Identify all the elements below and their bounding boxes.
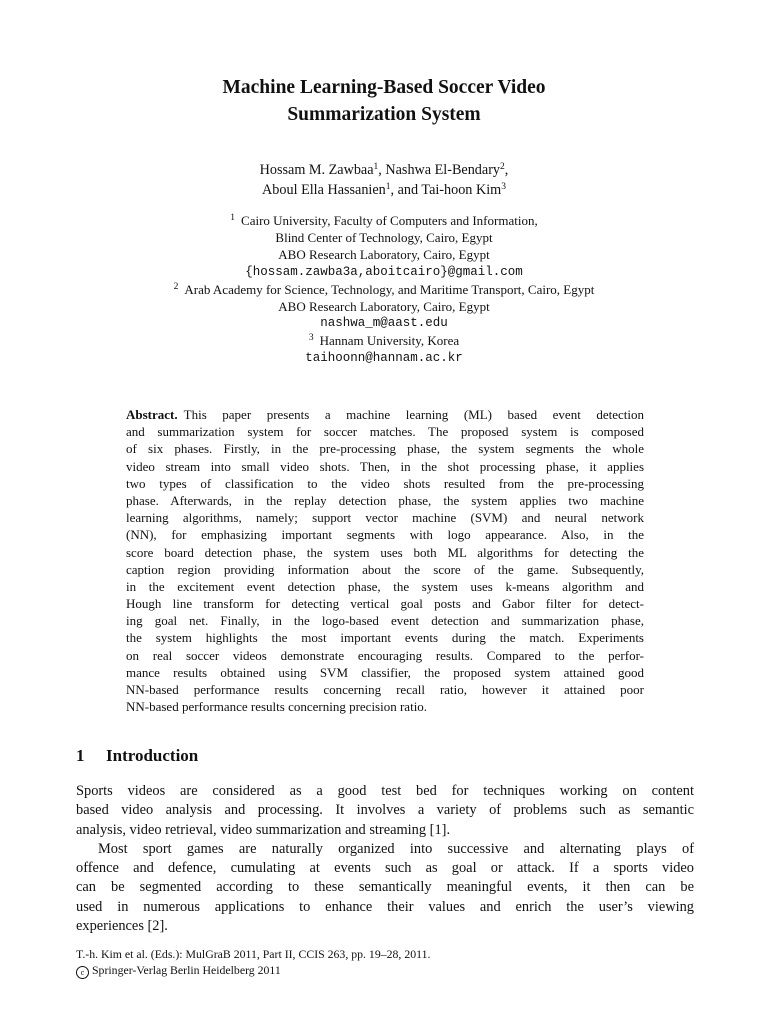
body-line: experiences [2]. (76, 918, 168, 935)
title-line-2: Summarization System (287, 104, 481, 125)
abstract-line: (NN), for emphasizing important segments with logo appearance. Also, in the (126, 527, 644, 543)
section-body (76, 782, 694, 936)
affiliation-1 (84, 212, 684, 229)
abstract-line: ing goal net. Finally, in the logo-based event detection and summarization phase, (126, 613, 644, 629)
affiliation-mark: 2 (173, 281, 179, 292)
abstract-line: in the excitement event detection phase, the system uses k-means algorithm and (126, 578, 644, 594)
body-line: used in numerous applications to enhance their values and enrich the user’s viewing (76, 898, 694, 915)
affiliation-3 (84, 332, 684, 349)
author-line-2 (84, 180, 684, 200)
abstract-line: mance results obtained using SVM classifier, the proposed system attained good (126, 664, 644, 680)
abstract-line: two types of classification to the video shots resulted from the pre-processing (126, 475, 644, 491)
author-affil-mark: 3 (501, 182, 506, 192)
body-line: offence and defence, cumulating at events such as goal or attack. If a sports video (76, 860, 694, 877)
section-title: Introduction (106, 746, 199, 765)
abstract-label: Abstract. (126, 407, 178, 422)
page-footer (76, 947, 430, 979)
affiliation-text: Hannam University, Korea (319, 333, 460, 349)
author-affil-mark: 2 (500, 162, 505, 172)
abstract-text: This paper presents a machine learning (ML) based event detection (183, 407, 644, 422)
author-affil-mark: 1 (373, 162, 379, 172)
author-separator: , (504, 162, 509, 178)
author-name: Aboul Ella Hassanien (262, 182, 386, 198)
author-separator: , (378, 162, 386, 178)
abstract-line (126, 406, 644, 423)
abstract-line: video stream into small video shots. Then, in the shot processing phase, it applies (126, 458, 644, 474)
abstract-line: learning algorithms, namely; support vector machine (SVM) and neural network (126, 510, 644, 526)
abstract-line: phase. Afterwards, in the replay detection phase, the system applies two machine (126, 492, 644, 508)
affiliation-text: ABO Research Laboratory, Cairo, Egypt (278, 299, 490, 315)
abstract-line: on real soccer videos demonstrate encouraging results. Compared to the perfor- (126, 647, 644, 663)
body-line: Most sport games are naturally organized into successive and alternating plays of (98, 840, 694, 857)
body-line: analysis, video retrieval, video summarization and streaming [1]. (76, 821, 451, 838)
copyright-line (76, 963, 430, 979)
abstract-line: NN-based performance results concerning precision ratio. (126, 699, 428, 715)
affiliation-2 (84, 281, 684, 298)
abstract-line: and summarization system for soccer matches. The proposed system is composed (126, 424, 644, 440)
affiliation-text: Cairo University, Faculty of Computers and Information, (241, 213, 538, 228)
author-name: Hossam M. Zawbaa (259, 162, 374, 178)
body-line: based video analysis and processing. It involves a variety of problems such as semantic (76, 802, 694, 819)
affiliation-text: Blind Center of Technology, Cairo, Egypt (275, 230, 493, 246)
affiliation-mark: 1 (230, 213, 236, 223)
section-heading (76, 745, 198, 767)
citation-line: T.-h. Kim et al. (Eds.): MulGraB 2011, Part II, CCIS 263, pp. 19–28, 2011. (76, 947, 431, 961)
author-affil-mark: 1 (385, 182, 391, 192)
affiliation-text: Arab Academy for Science, Technology, and Maritime Transport, Cairo, Egypt (184, 281, 595, 297)
author-name: Nashwa El-Bendary (385, 162, 501, 178)
title-line-1: Machine Learning-Based Soccer Video (222, 77, 546, 98)
paper-title (84, 74, 684, 128)
affiliation-email: taihoonn@hannam.ac.kr (305, 350, 463, 365)
copyright-text: Springer-Verlag Berlin Heidelberg 2011 (92, 962, 281, 977)
affiliation-text: ABO Research Laboratory, Cairo, Egypt (278, 247, 490, 263)
author-list (84, 160, 684, 200)
section-number: 1 (76, 746, 85, 765)
abstract-line: the system highlights the most important events during the match. Experiments (126, 630, 644, 646)
author-separator: , and (390, 182, 422, 198)
body-line: Sports videos are considered as a good test bed for techniques working on content (76, 783, 694, 799)
affiliation-email: nashwa_m@aast.edu (320, 316, 448, 331)
abstract (126, 406, 644, 715)
body-line: can be segmented according to these semantically meaningful events, it then can be (76, 879, 694, 896)
abstract-line: caption region providing information about the score of the game. Subsequently, (126, 561, 644, 577)
abstract-line: of six phases. Firstly, in the pre-processing phase, the system segments the whole (126, 441, 644, 457)
abstract-line: NN-based performance results concerning recall ratio, however it attained poor (126, 682, 644, 697)
affiliation-mark: 3 (308, 333, 314, 344)
abstract-line: Hough line transform for detecting vertical goal posts and Gabor filter for detect- (126, 596, 644, 612)
affiliations (84, 212, 684, 367)
author-line-1 (84, 160, 684, 180)
affiliation-email: {hossam.zawba3a,aboitcairo}@gmail.com (245, 264, 523, 279)
author-name: Tai-hoon Kim (421, 182, 502, 198)
abstract-line: score board detection phase, the system uses both ML algorithms for detecting the (126, 544, 644, 560)
copyright-icon: c (76, 966, 89, 979)
